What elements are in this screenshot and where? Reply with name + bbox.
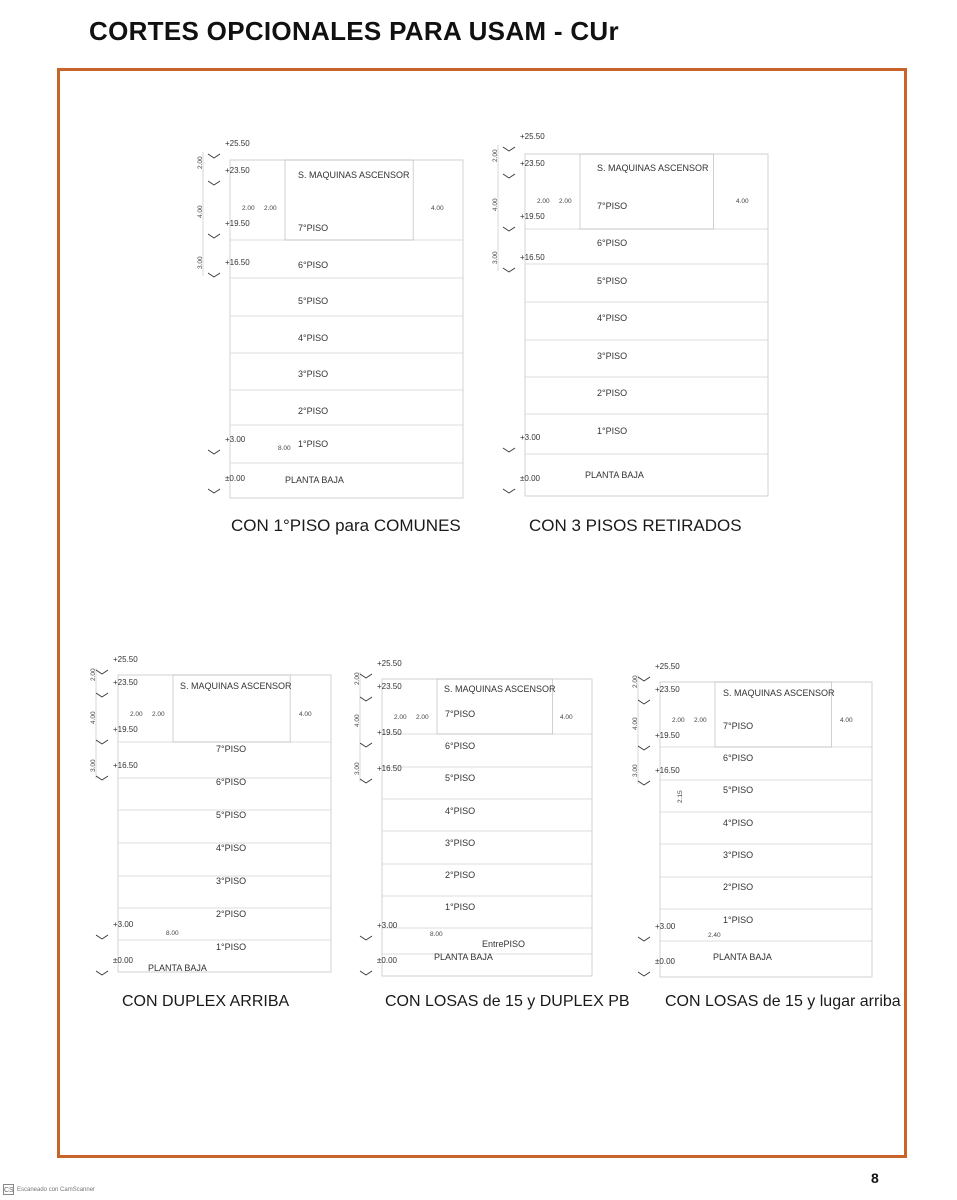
dimension-label: 3.00 (197, 256, 204, 269)
level-marker (208, 181, 220, 185)
level-marker (208, 489, 220, 493)
floor-label: 1°PISO (216, 942, 247, 952)
level-label: +16.50 (225, 258, 250, 267)
section-drawing-1 (490, 124, 790, 500)
dimension-label: 2.00 (264, 205, 277, 212)
floor-label: 2°PISO (723, 882, 754, 892)
floor-label: 7°PISO (216, 744, 247, 754)
level-label: +23.50 (113, 678, 138, 687)
level-marker (96, 670, 108, 674)
level-label: ±0.00 (113, 956, 133, 965)
floor-label: 5°PISO (216, 810, 247, 820)
level-marker (208, 273, 220, 277)
level-marker (96, 693, 108, 697)
level-label: +3.00 (377, 921, 398, 930)
level-label: ±0.00 (655, 957, 675, 966)
floor-label: 2°PISO (216, 909, 247, 919)
floor-label: 3°PISO (597, 351, 628, 361)
dimension-label: 4.00 (492, 198, 499, 211)
dimension-label: 3.00 (492, 251, 499, 264)
level-marker (503, 147, 515, 151)
section-svg-1 (490, 124, 790, 500)
dimension-label: 4.00 (90, 711, 97, 724)
section-svg-2 (88, 650, 338, 990)
dimension-label: 2.00 (632, 675, 639, 688)
floor-label: 7°PISO (597, 201, 628, 211)
floor-label: PLANTA BAJA (148, 963, 207, 973)
dimension-label: 4.00 (632, 717, 639, 730)
level-marker (208, 234, 220, 238)
floor-label: S. MAQUINAS ASCENSOR (597, 163, 709, 173)
floor-label: 5°PISO (597, 276, 628, 286)
floor-label: PLANTA BAJA (713, 952, 772, 962)
level-marker (638, 700, 650, 704)
floor-label: 3°PISO (445, 838, 476, 848)
dimension-label: 2.00 (242, 205, 255, 212)
floor-label: 6°PISO (298, 260, 329, 270)
level-label: +19.50 (655, 731, 680, 740)
level-label: +3.00 (113, 920, 134, 929)
level-label: +19.50 (225, 219, 250, 228)
level-label: +16.50 (655, 766, 680, 775)
level-label: +16.50 (113, 761, 138, 770)
floor-label: 7°PISO (445, 709, 476, 719)
level-label: +25.50 (520, 132, 545, 141)
level-marker (360, 779, 372, 783)
level-label: +19.50 (520, 212, 545, 221)
dimension-label: 2.00 (416, 714, 429, 721)
level-label: +3.00 (225, 435, 246, 444)
level-marker (360, 697, 372, 701)
floor-label: PLANTA BAJA (285, 475, 344, 485)
floor-label: 6°PISO (723, 753, 754, 763)
dimension-label: 8.00 (430, 931, 443, 938)
caption-0: CON 1°PISO para COMUNES (231, 516, 461, 535)
section-svg-0 (195, 128, 495, 504)
dimension-label: 2.00 (537, 198, 550, 205)
floor-label: 1°PISO (597, 426, 628, 436)
floor-label: 5°PISO (445, 773, 476, 783)
level-marker (96, 935, 108, 939)
floor-label: 6°PISO (597, 238, 628, 248)
floor-label: 3°PISO (216, 876, 247, 886)
level-marker (503, 227, 515, 231)
caption-1: CON 3 PISOS RETIRADOS (529, 516, 742, 535)
dimension-label: 2.00 (492, 149, 499, 162)
level-label: +23.50 (655, 685, 680, 694)
dimension-label: 4.00 (197, 205, 204, 218)
dimension-label: 3.00 (632, 764, 639, 777)
floor-label: 2°PISO (597, 388, 628, 398)
floor-label: 4°PISO (723, 818, 754, 828)
floor-label: 1°PISO (723, 915, 754, 925)
dimension-label: 4.00 (299, 711, 312, 718)
dimension-label: 2.00 (559, 198, 572, 205)
dimension-label: 2.00 (90, 668, 97, 681)
level-marker (208, 450, 220, 454)
level-marker (638, 937, 650, 941)
dimension-label: 8.00 (278, 445, 291, 452)
section-drawing-4 (630, 657, 880, 990)
level-marker (638, 781, 650, 785)
dimension-label: 4.00 (431, 205, 444, 212)
level-marker (96, 776, 108, 780)
level-label: +23.50 (377, 682, 402, 691)
floor-label: S. MAQUINAS ASCENSOR (444, 684, 556, 694)
dimension-label: 2.00 (694, 717, 707, 724)
level-marker (503, 448, 515, 452)
level-label: +25.50 (225, 139, 250, 148)
building-outline (525, 154, 768, 496)
dimension-label: 4.00 (354, 714, 361, 727)
floor-label: 5°PISO (723, 785, 754, 795)
dimension-label: 2.00 (672, 717, 685, 724)
dimension-label: 8.00 (166, 930, 179, 937)
floor-label: 4°PISO (216, 843, 247, 853)
level-marker (360, 674, 372, 678)
floor-label: 7°PISO (298, 223, 329, 233)
scanner-watermark (3, 1184, 95, 1195)
level-label: +3.00 (655, 922, 676, 931)
building-outline (118, 675, 331, 972)
dimension-label: 3.00 (90, 759, 97, 772)
level-label: +16.50 (520, 253, 545, 262)
section-svg-4 (630, 657, 880, 990)
caption-4: CON LOSAS de 15 y lugar arriba (665, 993, 901, 1010)
floor-label: 4°PISO (298, 333, 329, 343)
page-title: CORTES OPCIONALES PARA USAM - CUr (89, 16, 619, 46)
level-label: +25.50 (377, 659, 402, 668)
section-svg-3 (352, 654, 602, 990)
floor-label: S. MAQUINAS ASCENSOR (180, 681, 292, 691)
floor-label: 7°PISO (723, 721, 754, 731)
floor-label: S. MAQUINAS ASCENSOR (298, 170, 410, 180)
dimension-label: 4.00 (560, 714, 573, 721)
floor-label: 2°PISO (445, 870, 476, 880)
section-drawing-0 (195, 128, 495, 504)
dimension-label: 2.15 (677, 790, 684, 803)
level-label: +16.50 (377, 764, 402, 773)
page-number: 8 (871, 1170, 879, 1186)
level-marker (360, 743, 372, 747)
floor-label: 1°PISO (298, 439, 329, 449)
level-label: ±0.00 (225, 474, 245, 483)
floor-label: 1°PISO (445, 902, 476, 912)
dimension-label: 4.00 (736, 198, 749, 205)
level-marker (503, 268, 515, 272)
level-marker (96, 971, 108, 975)
level-marker (638, 677, 650, 681)
camscanner-icon: CS (3, 1184, 14, 1195)
building-outline (382, 679, 592, 976)
caption-2: CON DUPLEX ARRIBA (122, 993, 290, 1010)
level-label: +23.50 (520, 159, 545, 168)
floor-label: 4°PISO (597, 313, 628, 323)
level-label: +19.50 (113, 725, 138, 734)
dimension-label: 2.40 (708, 932, 721, 939)
floor-label: 3°PISO (298, 369, 329, 379)
dimension-label: 2.00 (152, 711, 165, 718)
level-marker (96, 740, 108, 744)
floor-label: EntrePISO (482, 939, 526, 949)
dimension-label: 2.00 (130, 711, 143, 718)
floor-label: PLANTA BAJA (585, 470, 644, 480)
caption-3: CON LOSAS de 15 y DUPLEX PB (385, 993, 630, 1010)
dimension-label: 2.00 (354, 672, 361, 685)
level-label: ±0.00 (377, 956, 397, 965)
building-outline (660, 682, 872, 977)
level-marker (638, 746, 650, 750)
floor-label: 6°PISO (445, 741, 476, 751)
level-marker (360, 936, 372, 940)
dimension-label: 2.00 (394, 714, 407, 721)
level-label: +3.00 (520, 433, 541, 442)
floor-label: S. MAQUINAS ASCENSOR (723, 688, 835, 698)
dimension-label: 3.00 (354, 762, 361, 775)
level-label: +25.50 (113, 655, 138, 664)
level-label: +19.50 (377, 728, 402, 737)
scanner-watermark-text: Escaneado con CamScanner (17, 1186, 96, 1193)
floor-label: 4°PISO (445, 806, 476, 816)
floor-label: 6°PISO (216, 777, 247, 787)
level-marker (208, 154, 220, 158)
level-label: +25.50 (655, 662, 680, 671)
level-marker (638, 972, 650, 976)
section-drawing-3 (352, 654, 602, 990)
floor-label: 2°PISO (298, 406, 329, 416)
floor-label: 5°PISO (298, 296, 329, 306)
level-marker (503, 174, 515, 178)
level-label: +23.50 (225, 166, 250, 175)
level-label: ±0.00 (520, 474, 540, 483)
level-marker (360, 971, 372, 975)
floor-label: PLANTA BAJA (434, 952, 493, 962)
level-marker (503, 489, 515, 493)
dimension-label: 2.00 (197, 156, 204, 169)
dimension-label: 4.00 (840, 717, 853, 724)
section-drawing-2 (88, 650, 338, 990)
floor-label: 3°PISO (723, 850, 754, 860)
